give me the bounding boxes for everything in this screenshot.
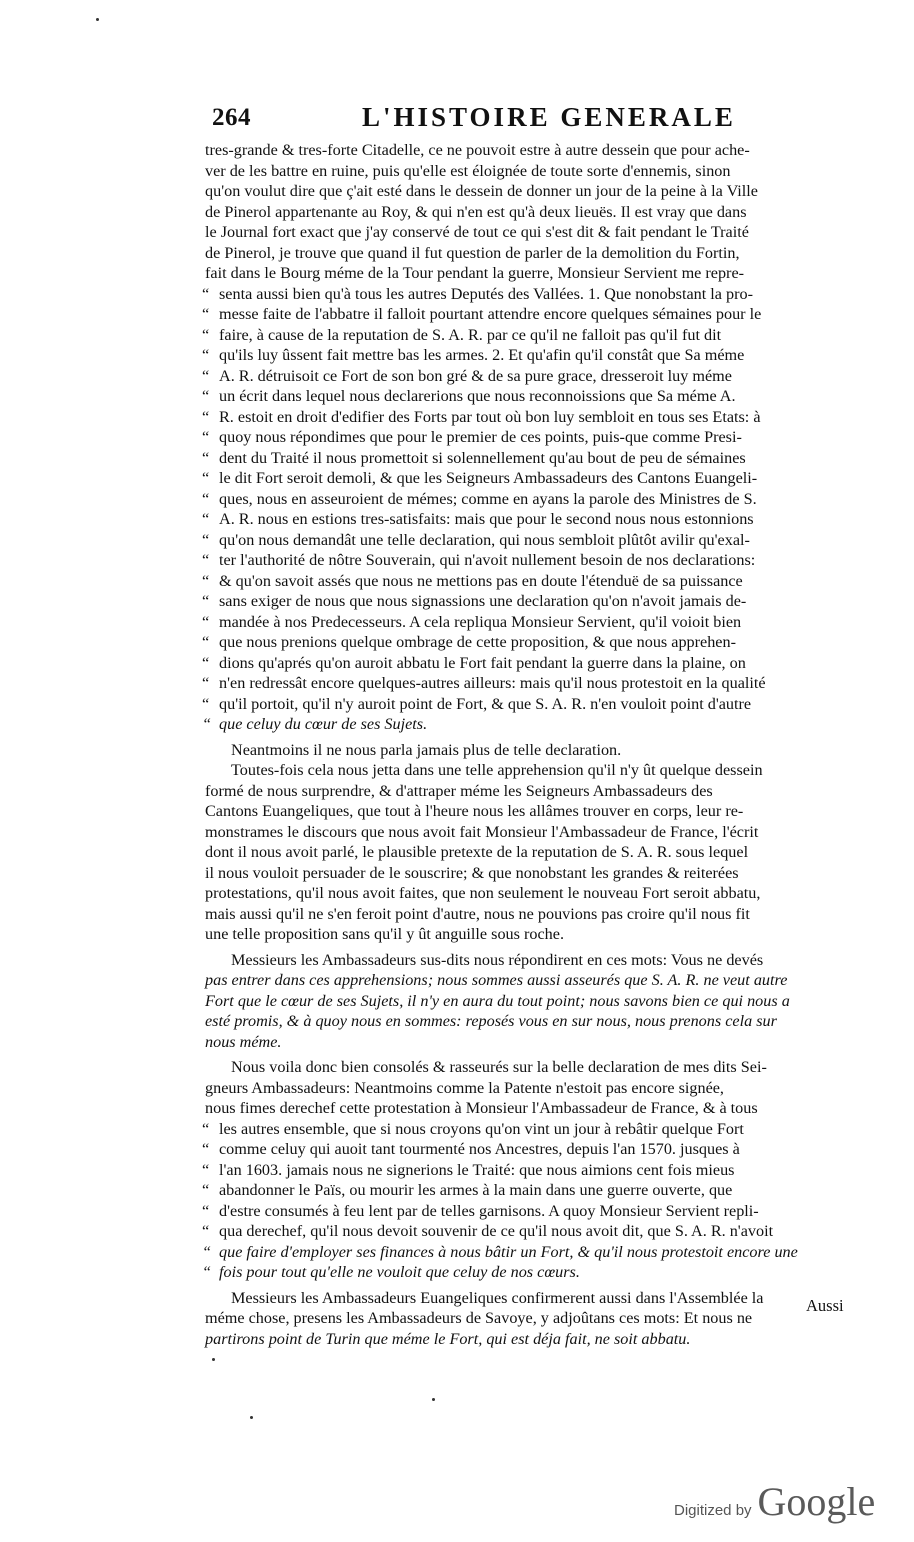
quote-mark: “ xyxy=(202,1181,210,1199)
quote-mark: “ xyxy=(202,1242,212,1261)
scan-speck xyxy=(250,1416,253,1419)
text-line xyxy=(202,714,857,735)
line-text: esté promis, & à quoy nous en sommes: reposés vous en sur nous, nous prenons cela sur xyxy=(205,1012,777,1030)
text-line xyxy=(202,489,857,510)
line-text: Nous voila donc bien consolés & rasseurés sur la belle declaration de mes dits Sei- xyxy=(231,1058,767,1076)
text-line xyxy=(202,427,857,448)
quote-mark: “ xyxy=(202,653,210,672)
line-text: le dit Fort seroit demoli, & que les Seigneurs Ambassadeurs des Cantons Euangeli- xyxy=(219,469,758,487)
quote-mark: “ xyxy=(202,674,210,692)
text-line xyxy=(202,345,857,366)
line-text: Cantons Euangeliques, que tout à l'heure nous les allâmes trouver en corps, leur re- xyxy=(205,802,744,820)
text-line xyxy=(202,448,857,469)
line-text: mais aussi qu'il ne s'en feroit point d'autre, nous ne pouvions pas croire qu'il nous fit xyxy=(205,904,750,923)
line-text: ver de les battre en ruine, puis qu'elle est éloignée de toute sorte d'ennemis, sinon xyxy=(205,161,731,180)
text-line xyxy=(205,1329,857,1350)
line-text: nous méme. xyxy=(205,1032,282,1051)
text-line xyxy=(202,530,857,551)
line-text: formé de nous surprendre, & d'attraper méme les Seigneurs Ambassadeurs des xyxy=(205,781,713,800)
quote-mark: “ xyxy=(202,1160,210,1179)
quote-mark: “ xyxy=(202,428,210,446)
text-line xyxy=(205,822,857,843)
quote-mark: “ xyxy=(202,1119,210,1138)
quote-mark: “ xyxy=(202,715,212,733)
line-text: l'an 1603. jamais nous ne signerions le Traité: que nous aimions cent fois mieus xyxy=(219,1160,735,1179)
text-line xyxy=(205,863,857,884)
quote-mark: “ xyxy=(202,1222,210,1240)
line-text: monstrames le discours que nous avoit fait Monsieur l'Ambassadeur de France, l'écrit xyxy=(205,822,759,841)
text-line xyxy=(205,1288,857,1309)
text-line xyxy=(205,801,857,822)
line-text: dont il nous avoit parlé, le plausible pretexte de la reputation de S. A. R. sous lequel xyxy=(205,843,749,861)
line-text: Toutes-fois cela nous jetta dans une telle apprehension qu'il n'y ût quelque dessein xyxy=(231,761,763,779)
line-text: sans exiger de nous que nous signassions une declaration qu'on n'avoit jamais de- xyxy=(219,592,747,610)
text-line xyxy=(205,181,857,202)
line-text: tres-grande & tres-forte Citadelle, ce ne pouvoit estre à autre dessein que pour ache- xyxy=(205,141,750,159)
line-text: faire, à cause de la reputation de S. A. R. par ce qu'il ne falloit pas qu'il fut dit xyxy=(219,325,722,344)
text-line xyxy=(202,1160,857,1181)
line-text: qu'ils luy ûssent fait mettre bas les armes. 2. Et qu'afin qu'il constât que Sa méme xyxy=(219,346,745,364)
line-text: pas entrer dans ces apprehensions; nous sommes aussi asseurés que S. A. R. ne veut autre xyxy=(205,971,788,989)
text-line xyxy=(205,1098,857,1119)
line-text: messe faite de l'abbatre il falloit pourtant attendre encore quelques sémaines pour le xyxy=(219,305,762,323)
text-line xyxy=(202,386,857,407)
line-text: d'estre consumés à feu lent par de telles garnisons. A quoy Monsieur Servient repli- xyxy=(219,1201,759,1220)
line-text: Fort que le cœur de ses Sujets, il n'y en aura du tout point; nous savons bien ce qui nous a xyxy=(205,991,790,1010)
line-text: qu'on nous demandât une telle declaration, qui nous sembloit plûtôt avilir qu'exal- xyxy=(219,530,750,549)
line-text: Messieurs les Ambassadeurs Euangeliques confirmerent aussi dans l'Assemblée la xyxy=(231,1288,764,1307)
line-text: ques, nous en asseuroient de mémes; comme en ayans la parole des Ministres de S. xyxy=(219,489,757,508)
quote-mark: “ xyxy=(202,633,210,651)
quote-mark: “ xyxy=(202,305,210,323)
quote-mark: “ xyxy=(202,694,210,713)
quote-mark: “ xyxy=(202,489,210,508)
text-line xyxy=(205,161,857,182)
scan-speck xyxy=(432,1398,435,1401)
text-line xyxy=(202,304,857,325)
text-line xyxy=(205,243,857,264)
text-line xyxy=(202,571,857,592)
quote-mark: “ xyxy=(202,1263,212,1281)
text-line xyxy=(202,366,857,387)
text-line xyxy=(202,1201,857,1222)
text-line xyxy=(202,1221,857,1242)
line-text: A. R. détruisoit ce Fort de son bon gré & de sa pure grace, dresseroit luy méme xyxy=(219,366,732,385)
text-line xyxy=(202,1139,857,1160)
text-line xyxy=(205,760,857,781)
text-line xyxy=(205,1057,857,1078)
quote-mark: “ xyxy=(202,448,210,467)
line-text: gneurs Ambassadeurs: Neantmoins comme la Patente n'estoit pas encore signée, xyxy=(205,1078,724,1097)
text-line xyxy=(202,509,857,530)
text-line xyxy=(205,970,857,991)
quote-mark: “ xyxy=(202,325,210,344)
quote-mark: “ xyxy=(202,284,210,303)
text-line xyxy=(205,263,857,284)
text-line xyxy=(205,222,857,243)
line-text: méme chose, presens les Ambassadeurs de Savoye, y adjoûtans ces mots: Et nous ne xyxy=(205,1309,753,1327)
text-line xyxy=(205,740,857,761)
line-text: & qu'on savoit assés que nous ne mettions pas en doute l'étenduë de sa puissance xyxy=(219,571,743,590)
text-line xyxy=(202,325,857,346)
scan-speck xyxy=(96,18,99,21)
quote-mark: “ xyxy=(202,551,210,569)
quote-mark: “ xyxy=(202,346,210,364)
quote-mark: “ xyxy=(202,387,210,405)
text-line xyxy=(205,781,857,802)
text-line xyxy=(202,612,857,633)
running-head: L'HISTOIRE GENERALE xyxy=(362,102,736,132)
quote-mark: “ xyxy=(202,612,210,631)
quote-mark: “ xyxy=(202,530,210,549)
text-line xyxy=(202,468,857,489)
text-line xyxy=(202,591,857,612)
text-line xyxy=(202,407,857,428)
quote-mark: “ xyxy=(202,1140,210,1158)
line-text: quoy nous répondimes que pour le premier de ces points, puis-que comme Presi- xyxy=(219,428,742,446)
page-header xyxy=(212,100,852,140)
quote-mark: “ xyxy=(202,366,210,385)
text-line xyxy=(205,1078,857,1099)
line-text: qua derechef, qu'il nous devoit souvenir de ce qu'il nous avoit dit, que S. A. R. n'avoit xyxy=(219,1222,774,1240)
line-text: que faire d'employer ses finances à nous bâtir un Fort, & qu'il nous protestoit encore une xyxy=(219,1242,798,1261)
text-line xyxy=(205,950,857,971)
line-text: dent du Traité il nous promettoit si solennellement qu'au bout de peu de sémaines xyxy=(219,448,746,467)
line-text: de Pinerol appartenante au Roy, & qui n'en est qu'à deux lieuës. Il est vray que dans xyxy=(205,202,747,221)
line-text: Neantmoins il ne nous parla jamais plus de telle declaration. xyxy=(231,740,622,759)
text-line xyxy=(205,991,857,1012)
body-text xyxy=(202,140,857,1349)
line-text: protestations, qu'il nous avoit faites, que non seulement le nouveau Fort seroit abbatu, xyxy=(205,884,761,902)
line-text: que celuy du cœur de ses Sujets. xyxy=(219,715,428,733)
text-line xyxy=(202,1180,857,1201)
text-line xyxy=(202,694,857,715)
line-text: un écrit dans lequel nous declarerions que nous reconnoissions que Sa méme A. xyxy=(219,387,736,405)
text-line xyxy=(205,883,857,904)
quote-mark: “ xyxy=(202,592,210,610)
line-text: les autres ensemble, que si nous croyons qu'on vint un jour à rebâtir quelque Fort xyxy=(219,1119,744,1138)
line-text: abandonner le Païs, ou mourir les armes à la main dans une guerre ouverte, que xyxy=(219,1181,733,1199)
text-line xyxy=(205,842,857,863)
line-text: qu'on voulut dire que ç'ait esté dans le dessein de donner un jour de la peine à la Ville xyxy=(205,182,758,200)
scan-speck xyxy=(212,1358,215,1361)
text-line xyxy=(205,904,857,925)
line-text: R. estoit en droit d'edifier des Forts par tout où bon luy sembloit en tous ses Etats: à xyxy=(219,407,761,426)
watermark-prefix: Digitized by xyxy=(674,1502,752,1519)
line-text: partirons point de Turin que méme le Fort, qui est déja fait, ne soit abbatu. xyxy=(205,1329,691,1348)
line-text: le Journal fort exact que j'ay conservé de tout ce qui s'est dit & fait pendant le Traité xyxy=(205,223,749,241)
line-text: qu'il portoit, qu'il n'y auroit point de Fort, & que S. A. R. n'en vouloit point d'autre xyxy=(219,694,752,713)
text-line xyxy=(205,140,857,161)
text-line xyxy=(202,1242,857,1263)
text-line xyxy=(202,632,857,653)
digitization-watermark xyxy=(674,1478,875,1525)
line-text: fois pour tout qu'elle ne vouloit que celuy de nos cœurs. xyxy=(219,1263,580,1281)
line-text: fait dans le Bourg méme de la Tour pendant la guerre, Monsieur Servient me repre- xyxy=(205,264,745,282)
quote-mark: “ xyxy=(202,1201,210,1220)
text-line xyxy=(202,673,857,694)
text-line xyxy=(205,202,857,223)
line-text: une telle proposition sans qu'il y ût anguille sous roche. xyxy=(205,925,564,943)
text-line xyxy=(202,1119,857,1140)
text-line xyxy=(205,1011,857,1032)
line-text: que nous prenions quelque ombrage de cette proposition, & que nous apprehen- xyxy=(219,633,736,651)
text-line xyxy=(202,550,857,571)
text-line xyxy=(202,1262,857,1283)
quote-mark: “ xyxy=(202,510,210,528)
text-line xyxy=(202,284,857,305)
line-text: de Pinerol, je trouve que quand il fut question de parler de la demolition du Fortin, xyxy=(205,243,740,262)
line-text: senta aussi bien qu'à tous les autres Deputés des Vallées. 1. Que nonobstant la pro- xyxy=(219,284,753,303)
line-text: il nous vouloit persuader de le souscrire; & que nonobstant les grandes & reiterées xyxy=(205,863,739,882)
quote-mark: “ xyxy=(202,407,210,426)
catchword: Aussi xyxy=(806,1296,844,1315)
text-line xyxy=(205,1308,857,1329)
line-text: mandée à nos Predecesseurs. A cela repliqua Monsieur Servient, qu'il voioit bien xyxy=(219,612,742,631)
text-line xyxy=(205,924,857,945)
line-text: A. R. nous en estions tres-satisfaits: mais que pour le second nous nous estonnions xyxy=(219,510,754,528)
quote-mark: “ xyxy=(202,469,210,487)
google-logo: Google xyxy=(757,1479,876,1524)
quote-mark: “ xyxy=(202,571,210,590)
line-text: nous fimes derechef cette protestation à Monsieur l'Ambassadeur de France, & à tous xyxy=(205,1099,758,1117)
line-text: comme celuy qui auoit tant tourmenté nos Ancestres, depuis l'an 1570. jusques à xyxy=(219,1140,740,1158)
line-text: Messieurs les Ambassadeurs sus-dits nous répondirent en ces mots: Vous ne devés xyxy=(231,950,764,969)
line-text: ter l'authorité de nôtre Souverain, qui n'avoit nullement besoin de nos declarations: xyxy=(219,551,756,569)
text-line xyxy=(202,653,857,674)
line-text: dions qu'aprés qu'on auroit abbatu le Fort fait pendant la guerre dans la plaine, on xyxy=(219,653,746,672)
text-line xyxy=(205,1032,857,1053)
line-text: n'en redressât encore quelques-autres ailleurs: mais qu'il nous protestoit en la qualité xyxy=(219,674,766,692)
page-number: 264 xyxy=(212,104,251,131)
